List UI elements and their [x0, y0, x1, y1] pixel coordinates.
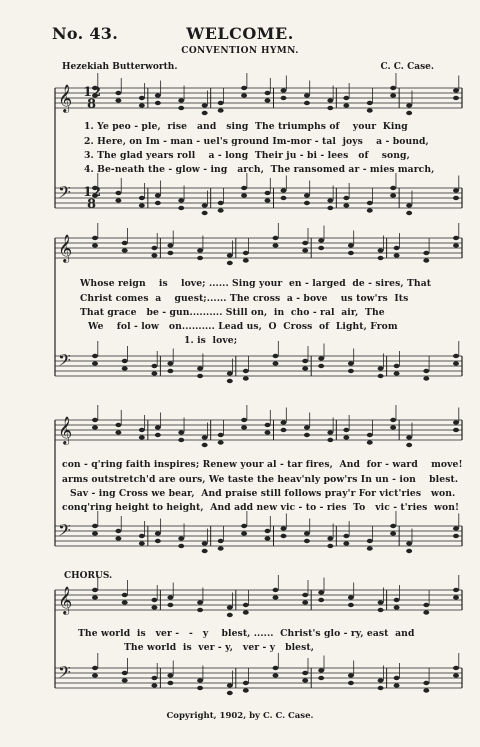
lyric-line: Whose reign is love; ...... Sing your en - larged de - sires, That — [80, 278, 432, 289]
treble-staff — [55, 405, 462, 447]
treble-staff — [55, 223, 462, 265]
hymn-subtitle: CONVENTION HYMN. — [181, 46, 299, 56]
lyric-line: The world is ver - - y blest, ...... Christ's glo - ry, east and — [78, 628, 415, 639]
lyric-line: conq'ring height to height, And add new vic - to - ries To vic - t'ries won! — [62, 502, 460, 513]
lyric-line: Sav - ing Cross we bear, And praise still follows pray'r For vict'ries won. — [70, 488, 456, 499]
lyric-line: The world is ver - y, ver - y blest, — [124, 642, 315, 653]
treble-clef-icon: 𝄞 — [58, 416, 73, 444]
lyric-line: arms outstretch'd are ours, We taste the heav'nly pow'rs In un - ion blest. — [62, 474, 459, 485]
lyric-line: 2. Here, on Im - man - uel's ground Im-mor - tal joys a - bound, — [84, 136, 429, 147]
hymn-title: WELCOME. — [186, 24, 294, 43]
bass-clef-icon: 𝄢 — [58, 662, 71, 686]
bass-staff — [55, 173, 462, 215]
lyric-line: That grace be - gun.......... Still on, in cho - ral air, The — [80, 307, 385, 318]
chorus-label: CHORUS. — [64, 571, 113, 581]
bass-staff — [55, 653, 462, 695]
lyric-line: 3. The glad years roll a - long Their ju - bi - lees of song, — [84, 150, 410, 161]
time-signature-bottom: 8 — [87, 97, 97, 112]
bass-staff — [55, 341, 462, 383]
treble-staff — [55, 575, 462, 617]
copyright-notice: Copyright, 1902, by C. C. Case. — [166, 711, 314, 721]
lyric-line: con - q'ring faith inspires; Renew your al - tar fires, And for - ward move! — [62, 459, 463, 470]
lyric-line-extra: 1. is love; — [184, 335, 238, 346]
time-signature-top: 12 — [83, 185, 102, 200]
hymn-number: No. 43. — [52, 24, 119, 43]
time-signature-bottom: 8 — [87, 197, 97, 212]
bass-clef-icon: 𝄢 — [58, 520, 71, 544]
bass-clef-icon: 𝄢 — [58, 182, 71, 206]
bass-clef-icon: 𝄢 — [58, 350, 71, 374]
bass-staff — [55, 511, 462, 553]
lyric-line: We fol - low on.......... Lead us, O Cross of Light, From — [88, 321, 398, 332]
lyricist-credit: Hezekiah Butterworth. — [62, 62, 178, 72]
treble-staff — [55, 73, 462, 115]
lyric-line: Christ comes a guest;...... The cross a - bove us tow'rs Its — [80, 293, 409, 304]
treble-clef-icon: 𝄞 — [58, 234, 73, 262]
time-signature-top: 12 — [83, 85, 102, 100]
lyric-line: 4. Be-neath the - glow - ing arch, The ransomed ar - mies march, — [84, 164, 435, 175]
treble-clef-icon: 𝄞 — [58, 586, 73, 614]
lyric-line: 1. Ye peo - ple, rise and sing The triumphs of your King — [84, 121, 408, 132]
treble-clef-icon: 𝄞 — [58, 84, 73, 112]
composer-credit: C. C. Case. — [380, 62, 434, 72]
